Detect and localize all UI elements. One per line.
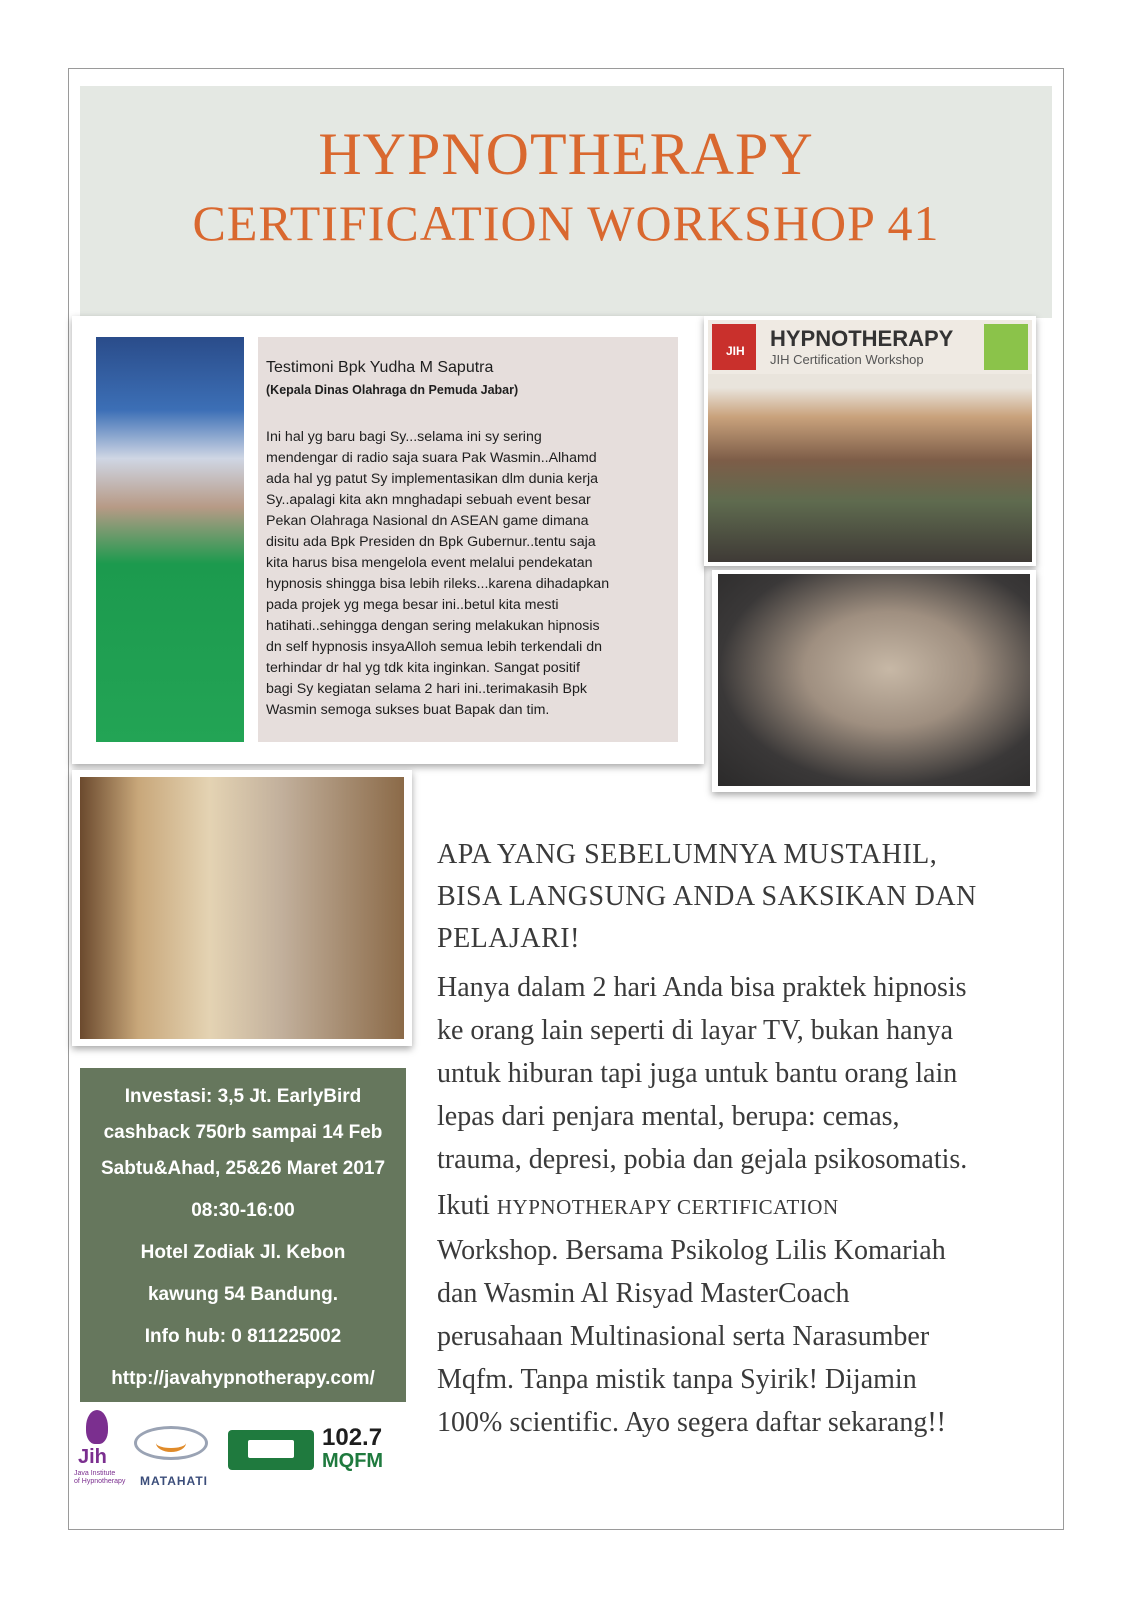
jih-banner-logo-text: JIH [726,344,745,358]
paragraph-line: untuk hiburan tapi juga untuk bantu orang lain [437,1058,958,1089]
jih-logo-subtitle-line: of Hypnotherapy [74,1478,126,1485]
paragraph-smallcaps: HYPNOTHERAPY CERTIFICATION [496,1195,839,1219]
paragraph-line: perusahaan Multinasional serta Narasumber [437,1321,930,1352]
jih-logo-text: Jih [78,1446,107,1468]
info-cashback: cashback 750rb sampai 14 Feb [103,1122,383,1143]
info-venue-address: kawung 54 Bandung. [147,1284,339,1305]
jih-logo-subtitle-line: Java Institute [74,1470,116,1477]
header-banner [80,86,1052,318]
headline-line: PELAJARI! [437,923,580,954]
info-website[interactable]: http://javahypnotherapy.com/ [111,1368,375,1389]
benefit-paragraph [437,966,1049,1181]
paragraph-line: 100% scientific. Ayo segera daftar sekarang!! [437,1407,946,1438]
info-venue: Hotel Zodiak Jl. Kebon [140,1242,346,1263]
paragraph-line: Mqfm. Tanpa mistik tanpa Syirik! Dijamin [437,1364,917,1395]
mqfm-mark-inner [248,1440,294,1458]
paragraph-line: Hanya dalam 2 hari Anda bisa praktek hipnosis [437,972,967,1003]
mqfm-logo [226,1424,406,1478]
testimonial-box [258,337,678,742]
mqfm-frequency: 102.7 [322,1424,383,1451]
jih-logo [74,1410,124,1490]
mqfm-name: MQFM [322,1450,384,1472]
matahati-banner-logo [984,324,1028,370]
group-banner-title: HYPNOTHERAPY [770,326,954,351]
paragraph-line [437,1184,1049,1229]
paragraph-line: ke orang lain seperti di layar TV, bukan hanya [437,1015,954,1046]
eye-pupil-icon [156,1434,186,1452]
matahati-logo-text: MATAHATI [140,1474,208,1488]
info-price: Investasi: 3,5 Jt. EarlyBird [124,1086,362,1107]
testimonial-person-photo [96,337,244,742]
paragraph-line: dan Wasmin Al Risyad MasterCoach [437,1278,850,1309]
info-time: 08:30-16:00 [191,1200,295,1221]
group-photo [708,320,1032,562]
mqfm-mark-icon [228,1430,314,1470]
info-date: Sabtu&Ahad, 25&26 Maret 2017 [100,1158,386,1179]
paragraph-line: trauma, depresi, pobia dan gejala psikosomatis. [437,1144,968,1175]
group-photo-banner [708,320,1032,374]
invitation-paragraph [437,1184,1049,1444]
testimonial-body: Ini hal yg baru bagi Sy...selama ini sy sering mendengar di radio saja suara Pak Wasmin..Alhamd ada hal yg patut Sy implementasikan dlm dunia kerja Sy..apalagi kita akn mnghadapi sebuah event besar Pekan Olahraga Nasional dn ASEAN game dimana disitu ada Bpk Presiden dn Bpk Gubernur..tentu saja kita harus bisa mengelola event melalui pendekatan hypnosis shingga bisa lebih rileks...karena dihadapkan pada projek yg mega besar ini..betul kita mesti hatihati..sehingga dengan sering melakukan hipnosis dn self hypnosis insyaAlloh semua lebih terkendali dn terhindar dr hal yg tdk kita inginkan. Sangat positif bagi Sy kegiatan selama 2 hari ini..terimakasih Bpk Wasmin semoga sukses buat Bapak dan tim. [266,429,610,718]
hypnosis-subject-photo [718,574,1030,786]
paragraph-line: lepas dari penjara mental, berupa: cemas, [437,1101,900,1132]
headline [437,834,1047,960]
speaker-photo [80,777,404,1039]
paragraph-line: Workshop. Bersama Psikolog Lilis Komariah [437,1235,946,1266]
jih-banner-logo [712,324,756,370]
group-banner-subtitle: JIH Certification Workshop [770,352,924,367]
testimonial-title: Testimoni Bpk Yudha M Saputra [266,359,494,376]
paragraph-prefix: Ikuti [437,1190,497,1221]
info-phone: Info hub: 0 811225002 [144,1326,342,1347]
jih-logo-subtitle [74,1470,134,1486]
testimonial-subtitle: (Kepala Dinas Olahraga dn Pemuda Jabar) [266,383,519,397]
jih-flame-icon [86,1410,108,1444]
poster-subtitle: CERTIFICATION WORKSHOP 41 [192,195,940,251]
poster-title: HYPNOTHERAPY [318,121,814,187]
headline-line: APA YANG SEBELUMNYA MUSTAHIL, [437,839,938,870]
matahati-logo [130,1416,214,1490]
headline-line: BISA LANGSUNG ANDA SAKSIKAN DAN [437,881,977,912]
event-info-box [80,1068,406,1402]
